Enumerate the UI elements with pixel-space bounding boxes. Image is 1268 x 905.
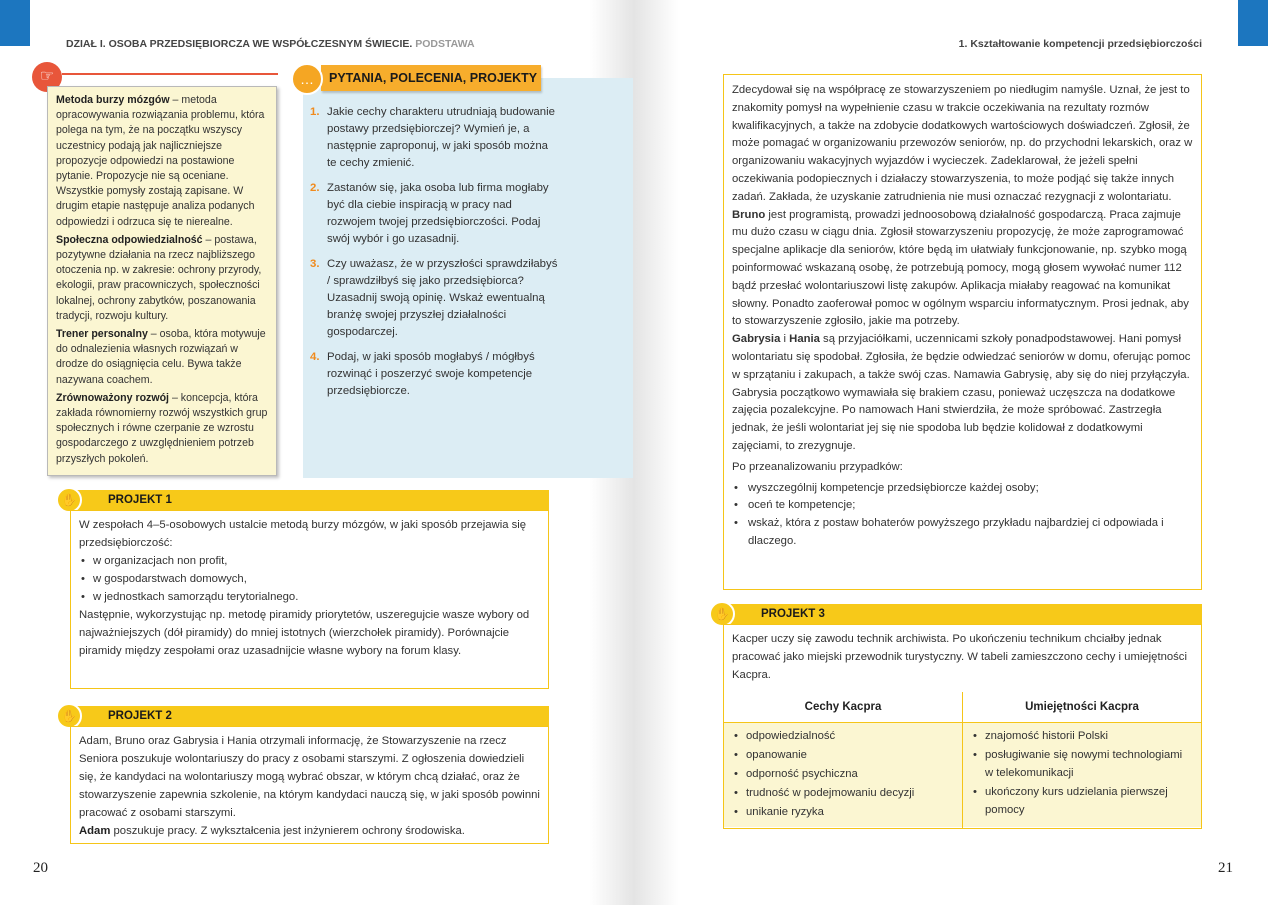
story-tasks-intro: Po przeanalizowaniu przypadków: — [732, 460, 903, 473]
conjunction: i — [780, 333, 790, 346]
glossary-definition: – osoba, która motywuje do odnalezienia własnych rozwiązań w drodze do osiągnięcia celu. Bywa także nazywana coachem. — [56, 328, 266, 386]
glossary-term: Zrównoważony rozwój — [56, 391, 169, 404]
right-page-corner-tab — [1238, 0, 1268, 46]
project3-table — [723, 692, 1202, 829]
glossary-term: Trener personalny — [56, 328, 148, 341]
person-description: jest programistą, prowadzi jednoosobową działalność gospodarczą. Praca zajmuje mu dużo czasu w ciągu dnia. Zgłosił stowarzyszeniu propozycję, że może zaprogramować specjalne aplikacje dla seniorów, które będą im ułatwiały funkcjonowanie, np. szybko mogą poinformować wskazaną osobę, że potrzebują pomocy, mogą głosem wywołać numer 112 bądź przesłać wolontariuszowi listę zakupów. Aplikacja miałaby reagować na komunikat słowny. Ponadto zaoferował pomoc w ogólnym wsparciu informatycznym. Prosi jednak, aby to stowarzyszenie zgłosiło, jakie ma potrzeby. — [732, 208, 1189, 328]
glossary-term: Metoda burzy mózgów — [56, 94, 170, 106]
hand-pointer-icon: ☞ — [32, 62, 62, 92]
glossary-definition: – postawa, pozytywne działania na rzecz najbliższego otoczenia np. w zakresie: ochrony przyrody, ekologii, praw pracowniczych, społeczności lokalnej, ochrony zabytków, poszanowania tradycji, rozwoju kultury. — [56, 233, 262, 322]
table-column-skills — [962, 692, 1201, 828]
list-item: • w organizacjach non profit, — [79, 552, 540, 570]
header-level: PODSTAWA — [415, 38, 475, 50]
list-item: • odporność psychiczna — [732, 765, 954, 784]
project2-header — [70, 706, 549, 726]
project1-bullets — [79, 552, 540, 606]
list-item: • odpowiedzialność — [732, 727, 954, 746]
project2-adam — [79, 822, 540, 840]
person-description: poszukuje pracy. Z wykształcenia jest inżynierem ochrony środowiska. — [110, 825, 465, 837]
handshake-icon: ✋ — [709, 601, 735, 627]
left-page-corner-tab — [0, 0, 30, 46]
question-item — [310, 349, 558, 400]
project3-header — [723, 604, 1202, 624]
glossary-entry — [56, 327, 270, 388]
project2-box — [70, 726, 549, 844]
story-tasks — [732, 480, 1193, 551]
page-number-left: 20 — [33, 860, 48, 876]
list-item: • ukończony kurs udzielania pierwszej pomocy — [971, 783, 1193, 820]
list-item: • opanowanie — [732, 746, 954, 765]
header-section-title: DZIAŁ I. OSOBA PRZEDSIĘBIORCZA WE WSPÓŁCZESNYM ŚWIECIE. — [66, 38, 413, 50]
right-page-header: 1. Kształtowanie kompetencji przedsiębiorczości — [958, 38, 1202, 50]
project1-intro: W zespołach 4–5-osobowych ustalcie metodą burzy mózgów, w jaki sposób przejawia się przedsiębiorczość: — [79, 519, 527, 549]
question-text: Podaj, w jaki sposób mogłabyś / mógłbyś rozwinąć i poszerzyć swoje kompetencje przedsiębiorcze. — [327, 351, 535, 397]
story-bruno — [732, 207, 1193, 332]
list-item: • znajomość historii Polski — [971, 727, 1193, 746]
project2-continuation-box — [723, 74, 1202, 590]
person-name: Hania — [789, 333, 820, 346]
list-item: • oceń te kompetencje; — [732, 497, 1193, 515]
list-item: • w gospodarstwach domowych, — [79, 570, 540, 588]
left-page-header — [66, 38, 475, 50]
table-header: Umiejętności Kacpra — [963, 692, 1201, 723]
glossary-definition: – koncepcja, która zakłada równomierny rozwój wszystkich grup społecznych i równe czerpanie ze wzrostu gospodarczego z uwzględnieniem potrzeb przyszłych pokoleń. — [56, 391, 268, 465]
glossary-entry — [56, 93, 270, 230]
question-number: 3. — [310, 258, 320, 270]
question-item — [310, 256, 558, 341]
glossary-entry — [56, 391, 270, 467]
table-header: Cechy Kacpra — [724, 692, 962, 723]
questions-title: PYTANIA, POLECENIA, PROJEKTY — [321, 65, 541, 91]
person-name: Gabrysia — [732, 333, 781, 346]
list-item: • unikanie ryzyka — [732, 803, 954, 822]
list-item: • trudność w podejmowaniu decyzji — [732, 784, 954, 803]
person-name: Adam — [79, 825, 111, 837]
glossary-definition: – metoda opracowywania rozwiązania problemu, która polega na tym, że na początku wszyscy uczestnicy podają jak najliczniejsze propozycje odpowiedzi na postawione pytanie. Propozycje nie są oceniane. Wszystkie pomysły zostają zapisane. W drugim etapie następuje analiza podanych odpowiedzi i odrzuca się te nierealne. — [56, 94, 265, 228]
question-number: 4. — [310, 351, 320, 363]
person-description: są przyjaciółkami, uczennicami szkoły ponadpodstawowej. Hani pomysł wolontariatu się spodobał. Zgłosiła, że będzie odwiedzać seniorów w domu, oferując pomoc w sprzątaniu i zakupach, a także swój czas. Namawia Gabrysię, aby się do niej przyłączyła. Gabrysia początkowo wymawiała się brakiem czasu, ponieważ uczęszcza na dodatkowe zajęcia pozalekcyjne. Po namowach Hani stwierdziła, że może spróbować. Zastrzegła jednak, że jeśli wolontariat jej się nie spodoba lub będzie kolidował z dodatkowymi zajęciami, to zrezygnuje. — [732, 333, 1191, 452]
handshake-icon: ✋ — [56, 703, 82, 729]
project3-text: Kacper uczy się zawodu technik archiwista. Po ukończeniu technikum chciałby jednak pracować jako miejski przewodnik turystyczny. W tabeli zamieszczono cechy i umiejętności Kacpra. — [732, 633, 1187, 681]
page-number-right: 21 — [1218, 860, 1233, 876]
project1-title: PROJEKT 1 — [108, 494, 172, 506]
glossary-entry — [56, 233, 270, 324]
table-column-traits — [724, 692, 962, 828]
questions-list — [310, 104, 558, 408]
project3-title: PROJEKT 3 — [761, 608, 825, 620]
question-text: Jakie cechy charakteru utrudniają budowanie postawy przedsiębiorczej? Wymień je, a następnie zaproponuj, w jaki sposób można te cechy zmienić. — [327, 106, 555, 169]
question-text: Zastanów się, jaka osoba lub firma mogłaby być dla ciebie inspiracją w pracy nad rozwojem twojej przedsiębiorczości. Podaj swój wybór i go uzasadnij. — [327, 182, 549, 245]
story-adam: Zdecydował się na współpracę ze stowarzyszeniem po niedługim namyśle. Uznał, że jest to znakomity pomysł na wypełnienie czasu w trakcie oczekiwania na rezultaty rozmów kwalifikacyjnych, a także na zdobycie dodatkowych wartościowych doświadczeń. Zgłosił, że może pomagać w organizowaniu przewozów seniorów, np. do przychodni lekarskich, oraz w organizowaniu wakacyjnych wyjazdów i wycieczek. Zadeklarował, że jeżeli spełni oczekiwania podopiecznych i działaczy stowarzyszenia, to może podjąć się także innych zadań. Zakłada, że uzyskanie zatrudnienia nie musi oznaczać rezygnacji z wolontariatu. — [732, 84, 1193, 203]
question-number: 2. — [310, 182, 320, 194]
glossary-divider — [62, 73, 278, 75]
question-item — [310, 104, 558, 172]
glossary-term: Społeczna odpowiedzialność — [56, 233, 203, 246]
handshake-icon: ✋ — [56, 487, 82, 513]
question-item — [310, 180, 558, 248]
project2-title: PROJEKT 2 — [108, 710, 172, 722]
project1-header — [70, 490, 549, 510]
chat-bubble-icon: … — [291, 63, 323, 95]
project1-outro: Następnie, wykorzystując np. metodę piramidy priorytetów, uszeregujcie wasze wybory od najważniejszych (dół piramidy) do mniej istotnych (wierzchołek piramidy). Porównajcie piramidy między zespołami oraz uzasadnijcie własne wybory na forum klasy. — [79, 609, 530, 657]
project1-box — [70, 510, 549, 689]
project3-box — [723, 624, 1202, 692]
list-item: • wskaż, która z postaw bohaterów powyższego przykładu najbardziej ci odpowiada i dlaczego. — [732, 515, 1193, 551]
story-gabrysia-hania — [732, 331, 1193, 456]
list-item: • w jednostkach samorządu terytorialnego. — [79, 588, 540, 606]
person-name: Bruno — [732, 208, 766, 221]
table-cell — [963, 723, 1201, 827]
list-item: • posługiwanie się nowymi technologiami w telekomunikacji — [971, 746, 1193, 783]
table-cell — [724, 723, 962, 827]
list-item: • wyszczególnij kompetencje przedsiębiorcze każdej osoby; — [732, 480, 1193, 498]
question-text: Czy uważasz, że w przyszłości sprawdziłabyś / sprawdziłbyś się jako przedsiębiorca? Uzasadnij swoją opinię. Wskaż ewentualną branżę swojej przyszłej działalności gospodarczej. — [327, 258, 558, 338]
question-number: 1. — [310, 106, 320, 118]
project2-text: Adam, Bruno oraz Gabrysia i Hania otrzymali informację, że Stowarzyszenie na rzecz Seniora poszukuje wolontariuszy do pracy z osobami starszymi. Z ogłoszenia dowiedzieli się, że kandydaci na wolontariuszy mogą wybrać obszar, w którym chcą działać, oraz że stowarzyszenie zapewnia szkolenie, na którym kandydaci nauczą się, w jaki sposób powinni pracować z osobami starszymi. — [79, 735, 540, 819]
glossary-box — [47, 86, 277, 476]
